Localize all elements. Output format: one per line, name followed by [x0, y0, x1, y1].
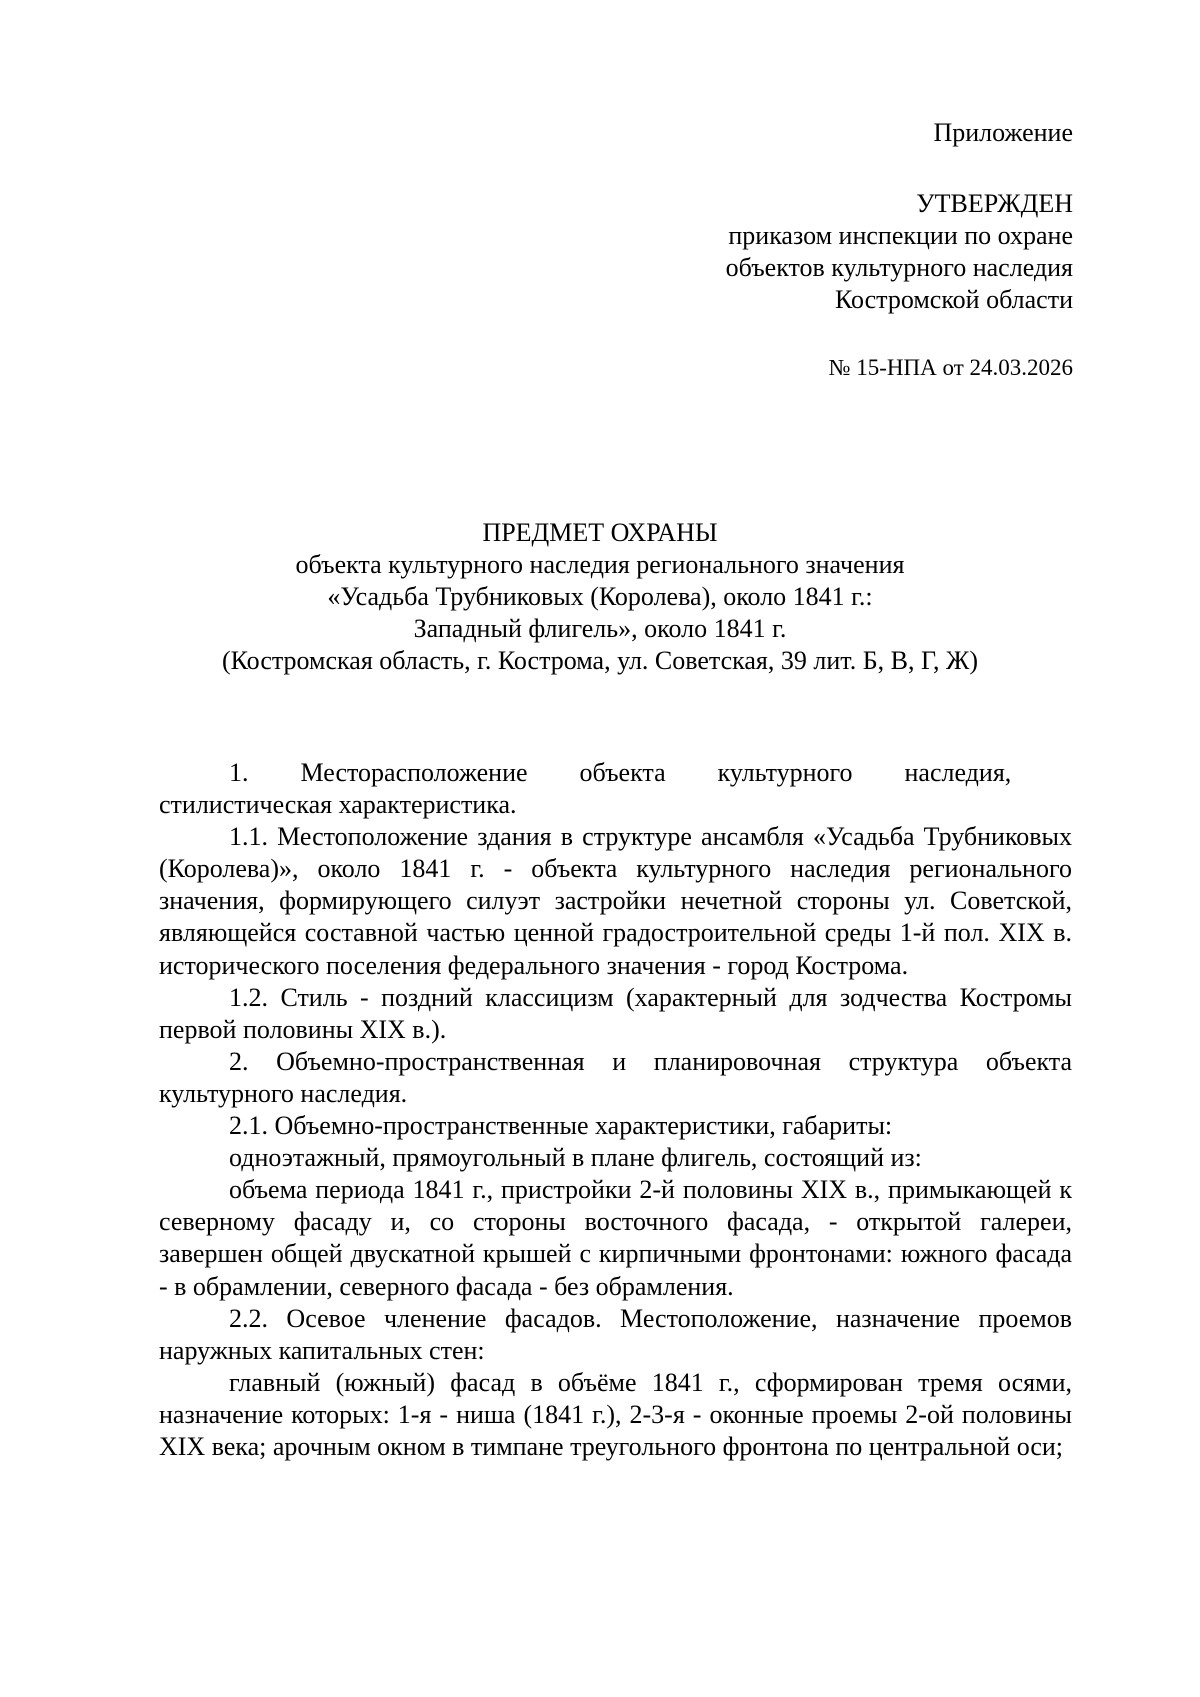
title-subline-1: объекта культурного наследия регионального значения: [295, 550, 905, 579]
paragraph-2-2-a: главный (южный) фасад в объёме 1841 г., сформирован тремя осями, назначение которых: 1-я - ниша (1841 г.), 2-3-я - оконные проемы 2-ой половины XIX века; арочным окном в тимпане треугольного фронтона по центральной оси;: [159, 1367, 1072, 1461]
title-subline-2: «Усадьба Трубниковых (Королева), около 1841 г.:: [327, 582, 873, 611]
title-subline-4: (Костромская область, г. Кострома, ул. Советская, 39 лит. Б, В, Г, Ж): [221, 646, 979, 675]
title-subline-3: Западный флигель», около 1841 г.: [413, 614, 787, 643]
paragraph-1-1: 1.1. Местоположение здания в структуре ансамбля «Усадьба Трубниковых (Королева)», около 1841 г. - объекта культурного наследия регионального значения, формирующего силуэт застройки нечетной стороны ул. Советской, являющейся составной частью ценной градостроительной среды 1-й пол. XIX в. исторического поселения федерального значения - город Кострома.: [159, 822, 1072, 980]
document-body: [159, 757, 1072, 1463]
approval-stamp-block: [726, 188, 1073, 316]
paragraph-1-2: 1.2. Стиль - поздний классицизм (характерный для зодчества Костромы первой половины XIX в.).: [159, 982, 1072, 1044]
appendix-label: Приложение: [933, 118, 1073, 147]
section-2-heading: 2. Объемно-пространственная и планировочная структура объекта культурного наследия.: [159, 1046, 1072, 1108]
approved-by-line-1: приказом инспекции по охране: [728, 221, 1073, 250]
paragraph-2-1: 2.1. Объемно-пространственные характеристики, габариты:: [229, 1111, 893, 1141]
order-number: № 15-НПА от 24.03.2026: [828, 355, 1073, 380]
document-title: ПРЕДМЕТ ОХРАНЫ: [482, 518, 718, 547]
paragraph-2-2: 2.2. Осевое членение фасадов. Местоположение, назначение проемов наружных капитальных стен:: [159, 1303, 1072, 1365]
paragraph-2-1-b: объема периода 1841 г., пристройки 2-й половины XIX в., примыкающей к северному фасаду и, со стороны восточного фасада, - открытой галереи, завершен общей двускатной крышей с кирпичными фронтонами: южного фасада - в обрамлении, северного фасада - без обрамления.: [159, 1175, 1072, 1301]
section-1-heading: 1. Месторасположение объекта культурного наследия, стилистическая характеристика.: [159, 758, 1012, 820]
paragraph-2-1-a: одноэтажный, прямоугольный в плане флигель, состоящий из:: [229, 1143, 922, 1173]
document-title-block: [120, 517, 1080, 677]
approved-by-line-3: Костромской области: [834, 285, 1073, 314]
approved-by-line-2: объектов культурного наследия: [725, 253, 1073, 282]
approved-label: УТВЕРЖДЕН: [916, 189, 1073, 218]
